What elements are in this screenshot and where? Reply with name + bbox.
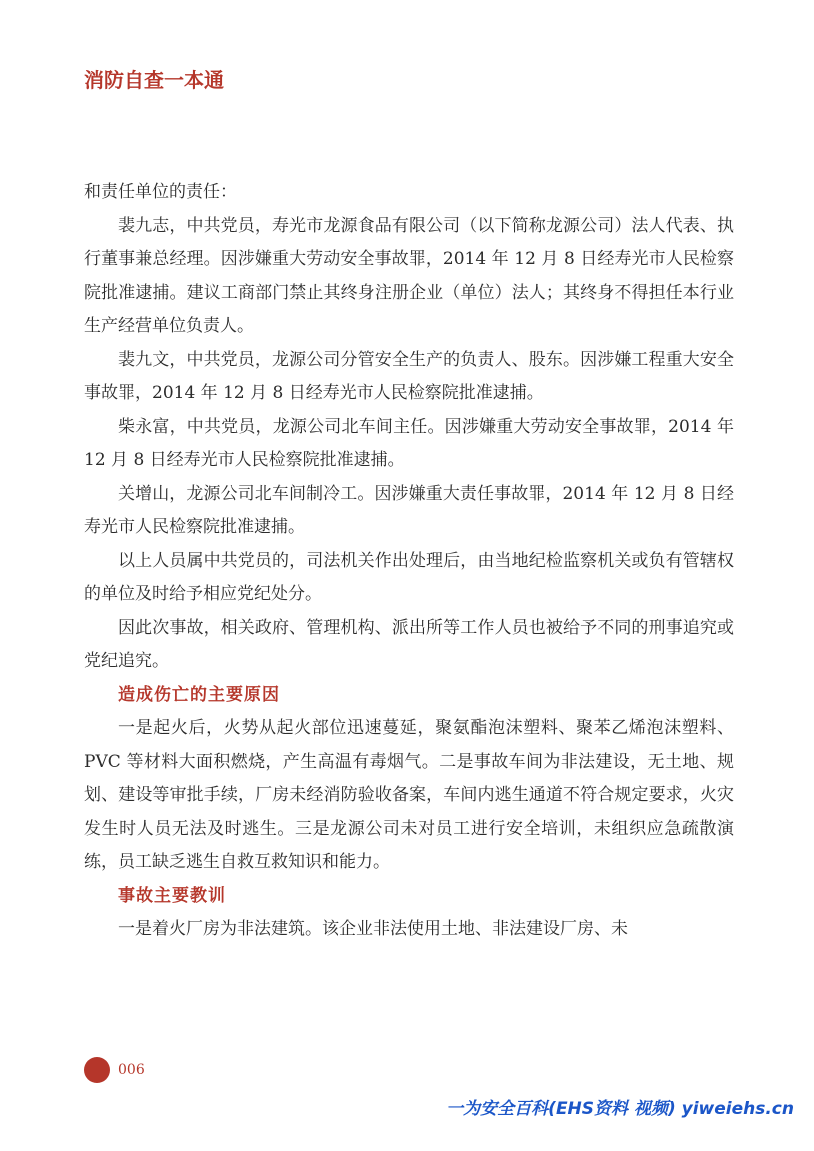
book-title-header xyxy=(84,66,224,94)
page-body xyxy=(84,176,734,947)
paragraph: 裴九志，中共党员，寿光市龙源食品有限公司（以下简称龙源公司）法人代表、执行董事兼总经理。因涉嫌重大劳动安全事故罪，2014 年 12 月 8 日经寿光市人民检察院批准逮捕。建议工商部门禁止其终身注册企业（单位）法人；其终身不得担任本行业生产经营单位负责人。 xyxy=(84,215,734,336)
watermark: 一为安全百科(EHS资料 视频) yiweiehs.cn xyxy=(446,1099,794,1119)
paragraph: 裴九文，中共党员，龙源公司分管安全生产的负责人、股东。因涉嫌工程重大安全事故罪，2014 年 12 月 8 日经寿光市人民检察院批准逮捕。 xyxy=(84,349,734,403)
paragraph: 因此次事故，相关政府、管理机构、派出所等工作人员也被给予不同的刑事追究或党纪追究。 xyxy=(84,617,734,671)
page-number xyxy=(84,1057,145,1083)
book-title: 消防自查一本通 xyxy=(84,68,224,92)
paragraph: 以上人员属中共党员的，司法机关作出处理后，由当地纪检监察机关或负有管辖权的单位及时给予相应党纪处分。 xyxy=(84,550,734,604)
paragraph: 和责任单位的责任： xyxy=(84,182,237,202)
page-number-label: 006 xyxy=(118,1062,145,1078)
paragraph: 一是着火厂房为非法建筑。该企业非法使用土地、非法建设厂房、未 xyxy=(118,919,628,939)
section-heading-lessons: 事故主要教训 xyxy=(118,885,226,906)
page-number-dot-icon xyxy=(84,1057,110,1083)
paragraph: 柴永富，中共党员，龙源公司北车间主任。因涉嫌重大劳动安全事故罪，2014 年 12 月 8 日经寿光市人民检察院批准逮捕。 xyxy=(84,416,734,470)
section-heading-causes: 造成伤亡的主要原因 xyxy=(118,684,280,705)
paragraph: 关增山，龙源公司北车间制冷工。因涉嫌重大责任事故罪，2014 年 12 月 8 日经寿光市人民检察院批准逮捕。 xyxy=(84,483,734,537)
paragraph: 一是起火后，火势从起火部位迅速蔓延，聚氨酯泡沫塑料、聚苯乙烯泡沫塑料、PVC 等材料大面积燃烧，产生高温有毒烟气。二是事故车间为非法建设，无土地、规划、建设等审批手续，厂房未经消防验收备案，车间内逃生通道不符合规定要求，火灾发生时人员无法及时逃生。三是龙源公司未对员工进行安全培训，未组织应急疏散演练，员工缺乏逃生自救互救知识和能力。 xyxy=(84,718,734,872)
